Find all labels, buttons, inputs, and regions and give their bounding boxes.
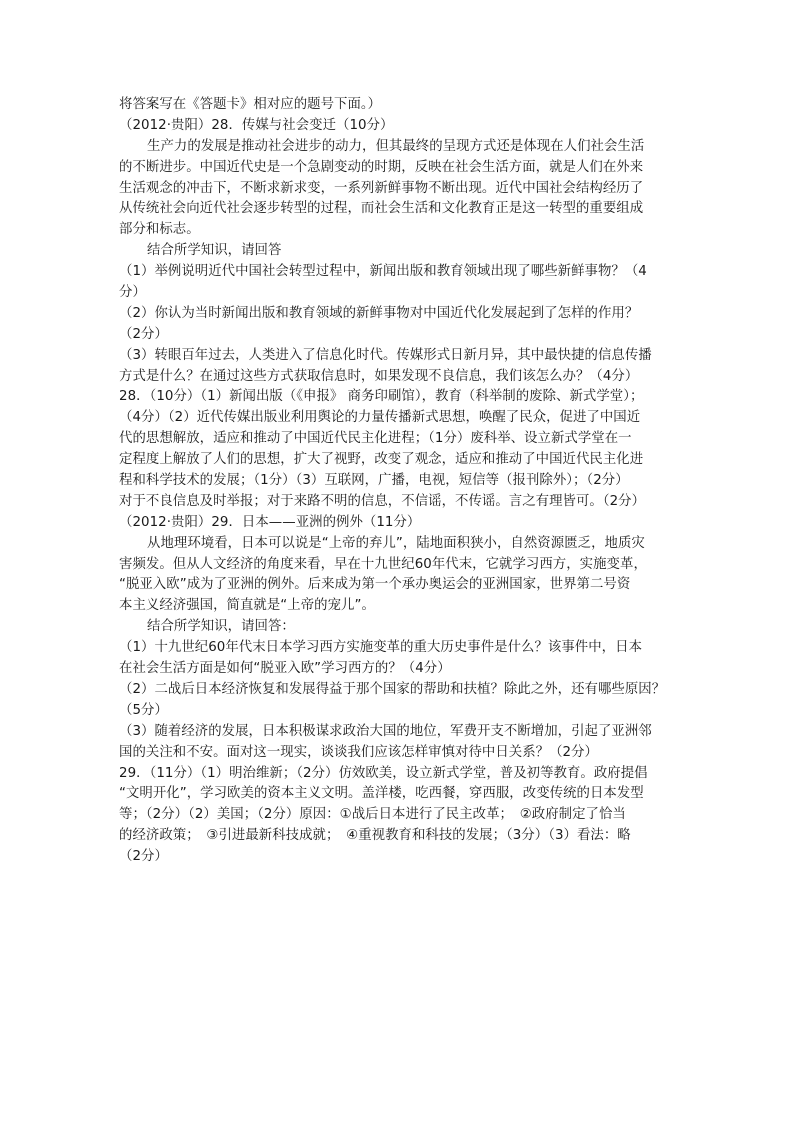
question-heading: （2012·贵阳）29．日本——亚洲的例外（11分） [119, 514, 421, 530]
answer-line: （4分）（2）近代传媒出版业利用舆论的力量传播新式思想，唤醒了民众，促进了中国近 [119, 410, 641, 426]
answer-line: 等；（2分）（2）美国；（2分）原因：①战后日本进行了民主改革； ②政府制定了恰当 [119, 807, 626, 823]
text-line: （1）举例说明近代中国社会转型过程中，新闻出版和教育领域出现了哪些新鲜事物？（4 [119, 264, 647, 280]
text-line: 方式是什么？在通过这些方式获取信息时，如果发现不良信息，我们该怎么办？（4分） [119, 368, 639, 384]
text-line: 分） [119, 285, 146, 301]
answer-line: 定程度上解放了人们的思想，扩大了视野，改变了观念，适应和推动了中国近代民主化进 [119, 452, 644, 468]
text-line: 害频发。但从人文经济的角度来看，早在十九世纪60年代末，它就学习西方，实施变革， [119, 556, 647, 572]
text-line: 从传统社会向近代社会逐步转型的过程，而社会生活和文化教育正是这一转型的重要组成 [119, 201, 644, 217]
answer-line: 对于不良信息及时举报；对于来路不明的信息，不信谣，不传谣。言之有理皆可。（2分） [119, 493, 646, 509]
answer-line: （2分） [119, 849, 168, 865]
answer-line: “文明开化”，学习欧美的资本主义文明。盖洋楼，吃西餐，穿西服，改变传统的日本发型 [119, 786, 644, 802]
answer-line: 代的思想解放，适应和推动了中国近代民主化进程；（1分）废科举、设立新式学堂在一 [119, 431, 632, 447]
text-line: 部分和标志。 [119, 222, 200, 238]
text-line: （3）转眼百年过去，人类进入了信息化时代。传媒形式日新月异，其中最快捷的信息传播 [119, 347, 652, 363]
text-line: 结合所学知识，请回答： [147, 619, 295, 635]
text-line: 在社会生活方面是如何“脱亚入欧”学习西方的？（4分） [119, 661, 451, 677]
text-line: （3）随着经济的发展，日本积极谋求政治大国的地位，军费开支不断增加，引起了亚洲邻 [119, 723, 652, 739]
text-line: 的不断进步。中国近代史是一个急剧变动的时期，反映在社会生活方面，就是人们在外来 [119, 159, 644, 175]
text-line: 结合所学知识，请回答 [147, 243, 282, 259]
answer-line: 29．（11分）（1）明治维新；（2分）仿效欧美，设立新式学堂，普及初等教育。政府提倡 [119, 765, 648, 781]
text-line: （5分） [119, 702, 168, 718]
text-line: 生活观念的冲击下，不断求新求变，一系列新鲜事物不断出现。近代中国社会结构经历了 [119, 180, 644, 196]
text-line: 生产力的发展是推动社会进步的动力，但其最终的呈现方式还是体现在人们社会生活 [147, 138, 645, 154]
answer-line: 的经济政策； ③引进最新科技成就； ④重视教育和科技的发展；（3分）（3）看法：略 [119, 828, 631, 844]
document-page [119, 95, 679, 868]
text-line: （2）二战后日本经济恢复和发展得益于那个国家的帮助和扶植？除此之外，还有哪些原因？ [119, 681, 666, 697]
text-line: “脱亚入欧”成为了亚洲的例外。后来成为第一个承办奥运会的亚洲国家，世界第二号资 [119, 577, 631, 593]
question-heading: （2012·贵阳）28．传媒与社会变迁（10分） [119, 117, 394, 133]
text-line: （2分） [119, 326, 168, 342]
text-line: 本主义经济强国，简直就是“上帝的宠儿”。 [119, 598, 375, 614]
answer-line: 28．（10分）（1）新闻出版（《申报》 商务印刷馆），教育（科举制的废除、新式学堂）； [119, 389, 644, 405]
text-line: （1）十九世纪60年代末日本学习西方实施变革的重大历史事件是什么？该事件中，日本 [119, 640, 643, 656]
text-line: 从地理环境看，日本可以说是“上帝的弃儿”，陆地面积狭小，自然资源匮乏，地质灾 [147, 535, 645, 551]
text-line: 将答案写在《答题卡》相对应的题号下面。） [119, 97, 382, 112]
text-line: （2）你认为当时新闻出版和教育领域的新鲜事物对中国近代化发展起到了怎样的作用？ [119, 305, 639, 321]
text-line: 国的关注和不安。面对这一现实，谈谈我们应该怎样审慎对待中日关系？（2分） [119, 744, 598, 760]
answer-line: 程和科学技术的发展；（1分）（3）互联网，广播，电视，短信等（报刊除外）；（2分） [119, 473, 629, 489]
